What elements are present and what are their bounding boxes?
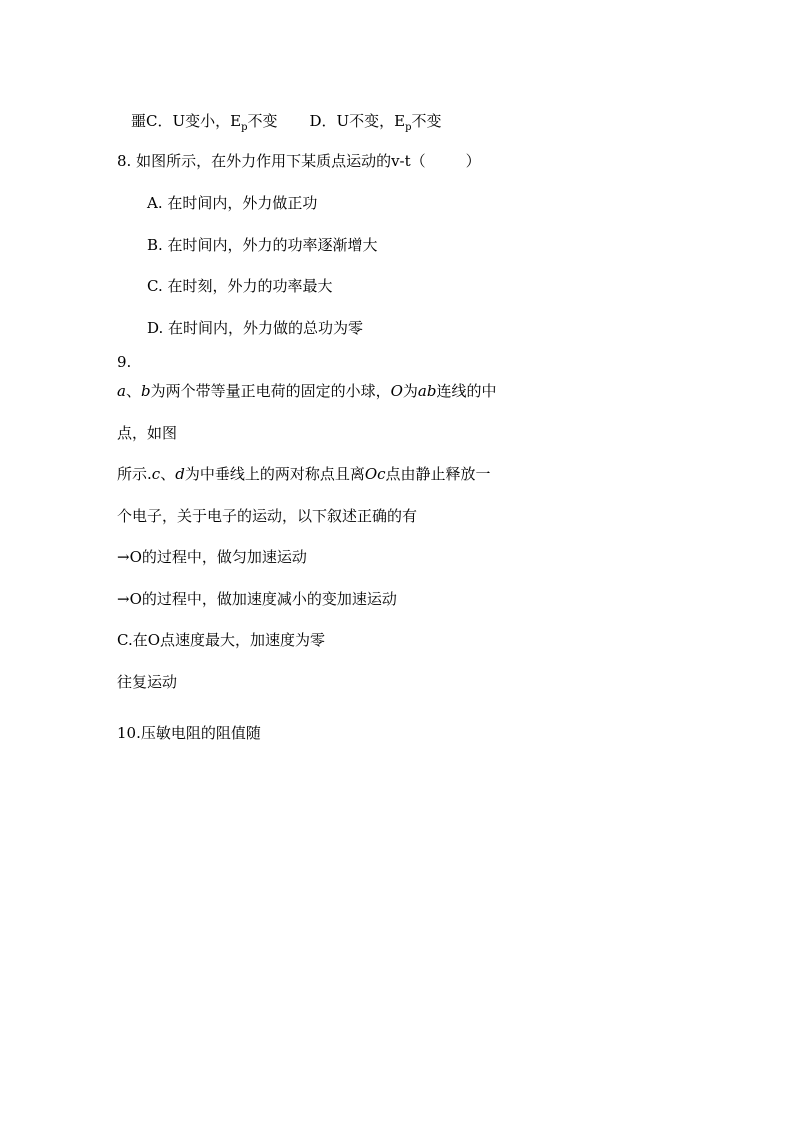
question-8-paren-close: ） (465, 152, 481, 170)
previous-options-line (131, 111, 442, 138)
question-9-line-4: 个电子，关于电子的运动，以下叙述正确的有 (117, 507, 418, 525)
question-8-text: 8. 如图所示，在外力作用下某质点运动的v-t（ (117, 152, 426, 170)
var-d: d (175, 465, 185, 483)
question-8-option-c: C. 在时刻，外力的功率最大 (147, 277, 333, 295)
leading-glyph: 噩 (131, 112, 147, 130)
var-a: a (117, 382, 126, 400)
question-9-number: 9. (117, 353, 132, 371)
question-9-line-2: 点，如图 (117, 424, 178, 442)
question-9-line-3: 所示.c、d为中垂线上的两对称点且离Oc点由静止释放一 (117, 465, 491, 483)
question-8-option-a: A. 在时间内，外力做正功 (147, 194, 318, 212)
var-c: c (151, 465, 161, 483)
option-d-suffix: 不变 (411, 112, 442, 130)
option-d-subscript: p (405, 122, 412, 133)
var-b: b (140, 382, 151, 400)
question-10-stem: 10.压敏电阻的阻值随 (117, 724, 261, 742)
var-ab: ab (417, 382, 437, 400)
option-c-text: C．U变小，E (146, 112, 242, 130)
var-oc: Oc (364, 465, 386, 483)
question-9-line-8: 往复运动 (117, 673, 178, 691)
var-o: O (390, 382, 403, 400)
option-d-text: D．U不变，E (309, 112, 406, 130)
option-c-subscript: p (241, 122, 248, 133)
question-9-line-7: C.在O点速度最大，加速度为零 (117, 631, 326, 649)
question-8-option-b: B. 在时间内，外力的功率逐渐增大 (147, 236, 378, 254)
question-8-stem (117, 151, 481, 171)
question-9-line-1: a、b为两个带等量正电荷的固定的小球，O为ab连线的中 (117, 382, 497, 400)
question-8-option-d: D. 在时间内，外力做的总功为零 (147, 319, 364, 337)
question-9-line-6: →O的过程中，做加速度减小的变加速运动 (117, 590, 397, 608)
option-c-suffix: 不变 (247, 112, 278, 130)
question-9-line-5: →O的过程中，做匀加速运动 (117, 548, 307, 566)
